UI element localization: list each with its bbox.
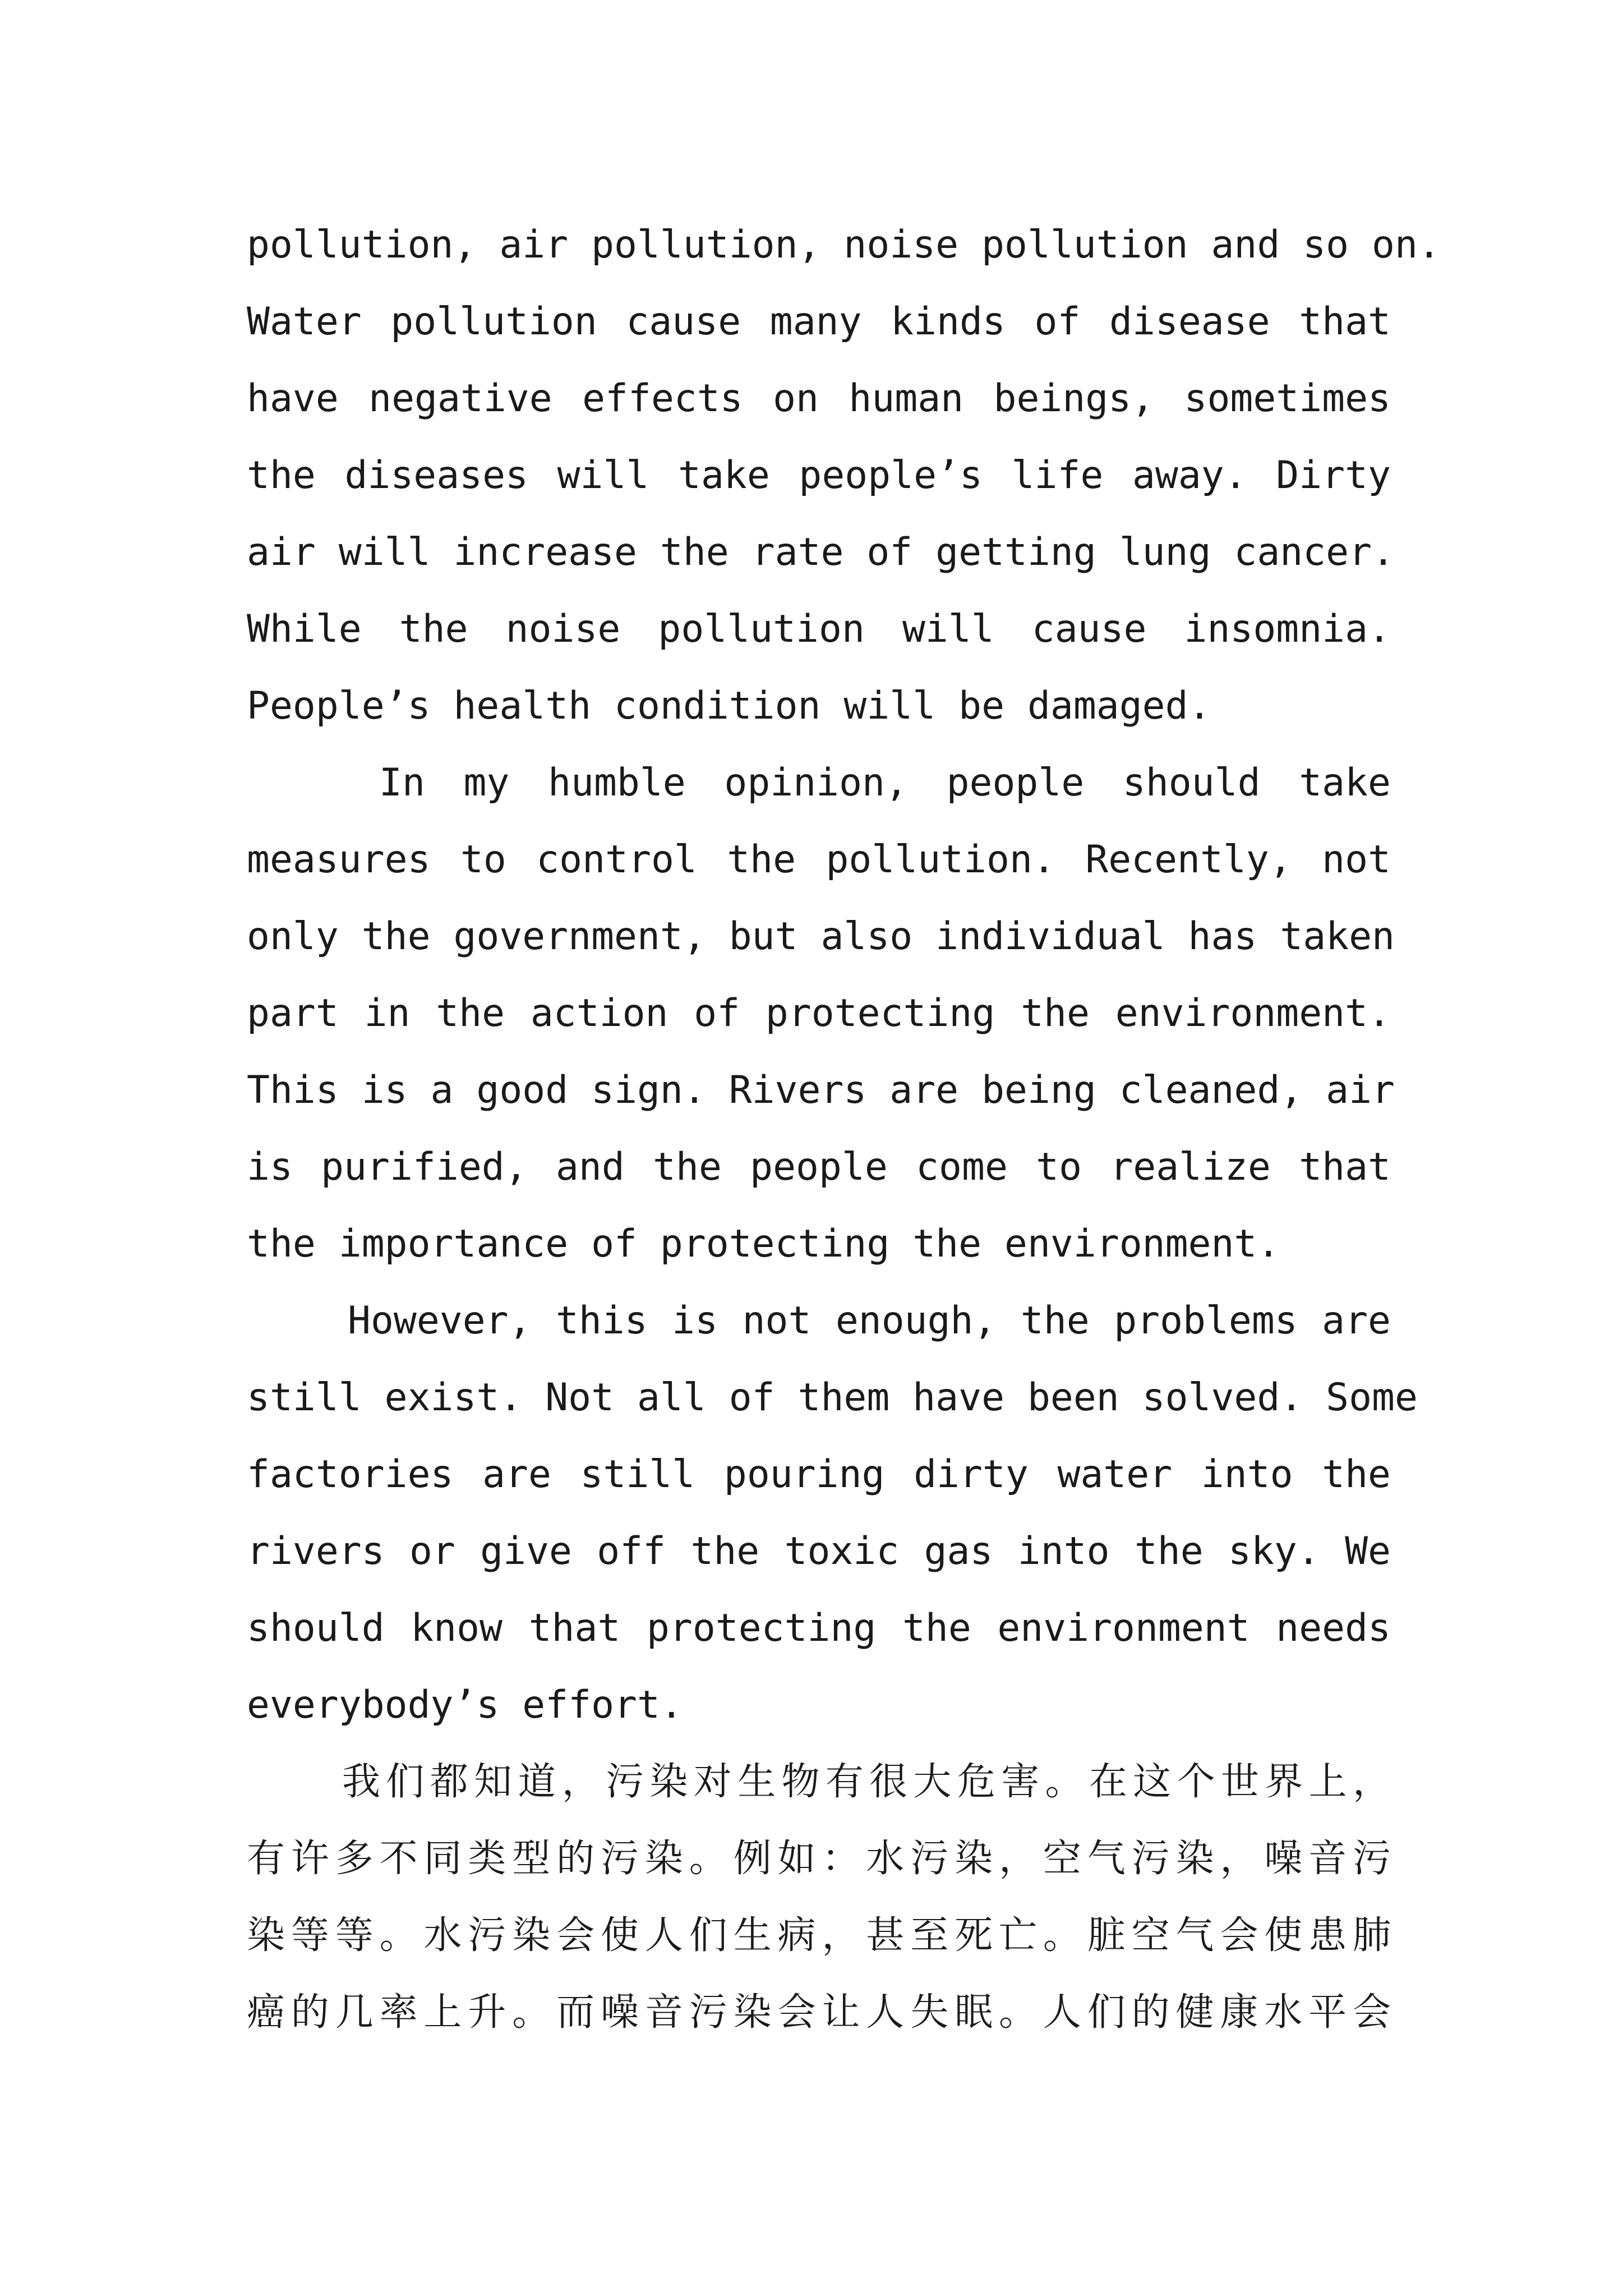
text-line: air will increase the rate of getting lung cancer. xyxy=(247,530,1395,574)
text-line: should know that protecting the environment needs xyxy=(247,1606,1391,1650)
text-line: factories are still pouring dirty water into the xyxy=(247,1452,1391,1497)
text-line: the importance of protecting the environment. xyxy=(247,1222,1280,1266)
text-line: 我们都知道，污染对生物有很大危害。在这个世界上， xyxy=(342,1760,1391,1804)
text-line: While the noise pollution will cause insomnia. xyxy=(247,607,1391,651)
text-line: only the government, but also individual has taken xyxy=(247,914,1395,959)
text-line: In my humble opinion, people should take xyxy=(379,761,1391,805)
paragraph-2 xyxy=(247,744,1395,1282)
text-line: pollution, air pollution, noise pollution and so on. xyxy=(247,223,1441,267)
text-line: 染等等。水污染会使人们生病，甚至死亡。脏空气会使患肺 xyxy=(247,1913,1391,1958)
text-line: This is a good sign. Rivers are being cleaned, air xyxy=(247,1068,1395,1112)
text-line: everybody’s effort. xyxy=(247,1683,683,1727)
paragraph-3 xyxy=(247,1282,1418,1743)
text-line: 癌的几率上升。而噪音污染会让人失眠。人们的健康水平会 xyxy=(247,1990,1391,2035)
text-line: 有许多不同类型的污染。例如：水污染，空气污染，噪音污 xyxy=(247,1837,1391,1881)
text-line: People’s health condition will be damaged. xyxy=(247,684,1211,728)
text-line: is purified, and the people come to realize that xyxy=(247,1145,1391,1189)
paragraph-4 xyxy=(247,1743,1391,2051)
text-line: have negative effects on human beings, sometimes xyxy=(247,376,1391,421)
text-line: part in the action of protecting the environment. xyxy=(247,991,1391,1036)
text-line: the diseases will take people’s life away. Dirty xyxy=(247,453,1391,498)
text-line: Water pollution cause many kinds of disease that xyxy=(247,300,1391,344)
text-line: still exist. Not all of them have been solved. Some xyxy=(247,1375,1418,1420)
text-line: However, this is not enough, the problems are xyxy=(348,1299,1391,1343)
text-line: measures to control the pollution. Recently, not xyxy=(247,838,1391,882)
document-body xyxy=(247,206,1441,2051)
text-line: rivers or give off the toxic gas into the sky. We xyxy=(247,1529,1391,1573)
paragraph-1 xyxy=(247,206,1441,744)
